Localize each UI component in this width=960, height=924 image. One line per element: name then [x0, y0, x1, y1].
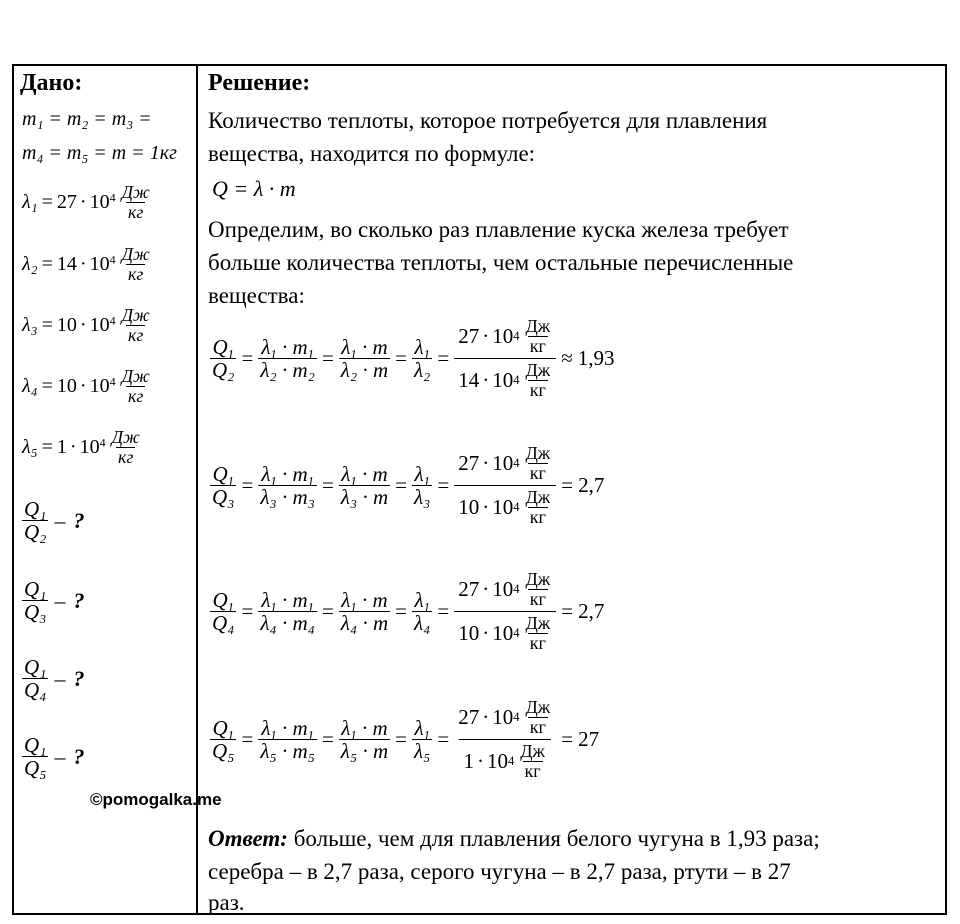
lambda-coefficient: 14	[56, 252, 77, 275]
unit-denominator: кг	[127, 324, 144, 345]
fraction-denominator: λ₂	[413, 357, 431, 382]
lambda-m-ratio	[339, 463, 390, 508]
result-sign: ≈	[561, 345, 573, 370]
unit-fraction: Дж кг	[525, 359, 551, 400]
unit-fraction: Дж кг	[525, 612, 551, 653]
fraction-denominator: λ₂ · m₂	[260, 357, 315, 382]
ratio-fraction	[22, 734, 48, 779]
equals-sign: =	[437, 598, 450, 623]
equals-sign: =	[241, 726, 254, 751]
ratio-denominator: Q₄	[24, 678, 47, 703]
q-denominator: Q₂	[212, 357, 235, 382]
equals-sign: =	[241, 345, 254, 370]
unit-denominator: кг	[127, 385, 144, 406]
unit-fraction: Дж кг	[525, 316, 551, 356]
power-of-ten: $10^4$	[89, 313, 116, 336]
column-divider	[196, 64, 198, 915]
unit-fraction	[120, 245, 152, 284]
power-of-ten: $10^4$	[79, 435, 106, 458]
unit-numerator: Дж	[111, 427, 140, 447]
equals-sign: =	[395, 345, 407, 370]
question-row	[22, 656, 84, 701]
unit-fraction	[110, 428, 142, 467]
lambda-label: λ₃	[22, 313, 38, 336]
question-mark: ?	[73, 587, 85, 613]
ratio-equation	[210, 442, 604, 529]
solution-header: Решение:	[208, 70, 311, 96]
fraction-denominator: λ₄	[413, 610, 431, 635]
equals-sign: =	[41, 374, 53, 397]
q-numerator: $Q_1$	[212, 334, 234, 362]
question-row	[22, 734, 84, 779]
answer-line-3: раз.	[208, 890, 245, 915]
numeric-numerator: 27 · 10 4 Дж кг	[458, 316, 551, 356]
numeric-numerator: 27 · 10 4 Дж кг	[458, 697, 551, 737]
lambda-row	[22, 367, 152, 406]
equals-sign: =	[41, 435, 53, 458]
lambda-label: λ₁	[22, 190, 38, 213]
intro-line-2: вещества, находится по формуле:	[208, 141, 536, 166]
ratio-numerator: Q₁	[24, 577, 47, 601]
q-numerator: $Q_1$	[212, 587, 234, 615]
fraction-numerator: $\lambda_1 \cdot m_1$	[261, 461, 314, 489]
para-line-3: вещества:	[208, 283, 305, 308]
result-sign: =	[561, 598, 574, 623]
equals-sign: =	[395, 598, 407, 623]
dash: –	[54, 665, 66, 691]
ratio-equation	[210, 315, 615, 402]
power-of-ten: $10^4$	[89, 374, 116, 397]
intro-line-1: Количество теплоты, которое потребуется для плавления	[208, 108, 768, 133]
ratio-fraction	[22, 578, 48, 623]
fraction-denominator: λ₅	[413, 738, 431, 763]
q-ratio	[210, 589, 236, 634]
answer-label: Ответ:	[208, 826, 288, 851]
equals-sign: =	[241, 472, 254, 497]
question-mark: ?	[73, 665, 85, 691]
equals-sign: =	[241, 598, 254, 623]
numeric-denominator: 10 · 10 4 Дж кг	[454, 611, 556, 655]
fraction-denominator: λ₃ · m₃	[260, 484, 315, 509]
ratio-equation	[210, 696, 599, 783]
lambda-m-ratio	[339, 717, 390, 762]
ratio-numerator: Q₁	[24, 733, 47, 757]
question-mark: ?	[73, 743, 85, 769]
answer-text-1: больше, чем для плавления белого чугуна в 1,93 раза;	[287, 826, 820, 851]
lambda-row	[22, 245, 152, 284]
fraction-denominator: λ₂ · m	[340, 357, 389, 382]
ratio-denominator: Q₂	[24, 520, 47, 545]
times-sign: ·	[69, 435, 77, 458]
fraction-numerator: $\lambda_1 \cdot m$	[341, 334, 388, 362]
lambda-m-ratio	[339, 336, 390, 381]
given-header: Дано:	[20, 70, 83, 96]
unit-fraction: Дж кг	[525, 569, 551, 609]
lambda-coefficient: 10	[56, 374, 77, 397]
numeric-ratio	[454, 442, 556, 529]
q-numerator: $Q_1$	[212, 461, 234, 489]
unit-denominator: кг	[127, 263, 144, 284]
power-of-ten: $10^4$	[89, 252, 116, 275]
fraction-denominator: λ₃ · m	[340, 484, 389, 509]
q-denominator: Q₃	[212, 484, 235, 509]
ratio-denominator: Q₅	[24, 756, 47, 781]
unit-numerator: Дж	[121, 366, 150, 386]
fraction-denominator: λ₄ · m	[340, 610, 389, 635]
fraction-denominator: λ₄ · m₄	[260, 610, 315, 635]
question-row	[22, 578, 84, 623]
ratio-fraction	[22, 656, 48, 701]
para-line-1: Определим, во сколько раз плавление куска железа требует	[208, 217, 789, 242]
fraction-numerator: $\lambda_1$	[414, 587, 430, 615]
q-numerator: $Q_1$	[212, 715, 234, 743]
lambda-ratio	[412, 336, 432, 381]
lambda-coefficient: 1	[56, 435, 67, 458]
times-sign: ·	[79, 374, 87, 397]
fraction-denominator: λ₃	[413, 484, 431, 509]
result-value: 2,7	[578, 598, 605, 623]
ratio-numerator: Q₁	[24, 497, 47, 521]
numeric-ratio	[454, 315, 556, 402]
times-sign: ·	[79, 252, 87, 275]
fraction-numerator: $\lambda_1 \cdot m$	[341, 587, 388, 615]
dash: –	[54, 743, 66, 769]
ratio-denominator: Q₃	[24, 600, 47, 625]
unit-fraction	[120, 306, 152, 345]
equals-sign: =	[41, 190, 53, 213]
equals-sign: =	[321, 472, 334, 497]
result-value: 1,93	[577, 345, 615, 370]
equals-sign: =	[41, 252, 53, 275]
lambda-coefficient: 10	[56, 313, 77, 336]
result-sign: =	[561, 726, 574, 751]
fraction-denominator: λ₅ · m	[340, 738, 389, 763]
times-sign: ·	[79, 313, 87, 336]
para-line-2: больше количества теплоты, чем остальные перечисленные	[208, 250, 794, 275]
numeric-denominator: 14 · 10 4 Дж кг	[454, 358, 556, 402]
question-row	[22, 498, 84, 543]
fraction-numerator: $\lambda_1 \cdot m$	[341, 715, 388, 743]
lambda-label: λ₄	[22, 374, 38, 397]
lambda-mass-ratio	[258, 463, 317, 508]
answer-line-2: серебра – в 2,7 раза, серого чугуна – в 2,7 раза, ртути – в 27	[208, 859, 791, 884]
fraction-numerator: $\lambda_1 \cdot m_1$	[261, 587, 314, 615]
lambda-ratio	[412, 717, 432, 762]
fraction-numerator: $\lambda_1$	[414, 334, 430, 362]
q-ratio	[210, 717, 236, 762]
main-formula: Q = λ · m	[212, 176, 296, 201]
q-ratio	[210, 336, 236, 381]
numeric-denominator: 10 · 10 4 Дж кг	[454, 485, 556, 529]
result-value: 27	[578, 726, 600, 751]
equals-sign: =	[395, 726, 407, 751]
mass-line-1: m₁ = m₂ = m₃ =	[22, 108, 152, 130]
lambda-m-ratio	[339, 589, 390, 634]
equals-sign: =	[321, 598, 334, 623]
result-value: 2,7	[578, 472, 605, 497]
fraction-numerator: $\lambda_1$	[414, 715, 430, 743]
equals-sign: =	[41, 313, 53, 336]
equals-sign: =	[395, 472, 407, 497]
dash: –	[54, 587, 66, 613]
ratio-equation	[210, 568, 604, 655]
result-sign: =	[561, 472, 574, 497]
numeric-numerator: 27 · 10 4 Дж кг	[458, 569, 551, 609]
lambda-mass-ratio	[258, 589, 317, 634]
numeric-ratio	[454, 568, 556, 655]
times-sign: ·	[79, 190, 87, 213]
unit-numerator: Дж	[121, 182, 150, 202]
lambda-label: λ₅	[22, 435, 38, 458]
unit-fraction: Дж кг	[525, 443, 551, 483]
lambda-mass-ratio	[258, 336, 317, 381]
fraction-numerator: $\lambda_1 \cdot m_1$	[261, 715, 314, 743]
fraction-numerator: $\lambda_1 \cdot m_1$	[261, 334, 314, 362]
lambda-label: λ₂	[22, 252, 38, 275]
ratio-numerator: Q₁	[24, 655, 47, 679]
fraction-numerator: $\lambda_1 \cdot m$	[341, 461, 388, 489]
dash: –	[54, 507, 66, 533]
unit-fraction: Дж кг	[525, 486, 551, 527]
answer-line-1	[208, 822, 820, 855]
q-ratio	[210, 463, 236, 508]
lambda-coefficient: 27	[56, 190, 77, 213]
lambda-row	[22, 428, 142, 467]
numeric-denominator: 1 · 10 4 Дж кг	[459, 739, 551, 783]
lambda-mass-ratio	[258, 717, 317, 762]
power-of-ten: $10^4$	[89, 190, 116, 213]
unit-fraction	[120, 367, 152, 406]
unit-fraction: Дж кг	[520, 740, 545, 781]
ratio-fraction	[22, 498, 48, 543]
equals-sign: =	[321, 726, 334, 751]
fraction-numerator: $\lambda_1$	[414, 461, 430, 489]
unit-numerator: Дж	[121, 244, 150, 264]
lambda-row	[22, 183, 152, 222]
numeric-ratio	[454, 696, 556, 783]
equals-sign: =	[321, 345, 334, 370]
unit-fraction	[120, 183, 152, 222]
unit-denominator: кг	[127, 201, 144, 222]
fraction-denominator: λ₅ · m₅	[260, 738, 315, 763]
unit-denominator: кг	[117, 446, 134, 467]
watermark: ©pomogalka.me	[90, 790, 222, 809]
unit-fraction: Дж кг	[525, 697, 551, 737]
equals-sign: =	[437, 345, 450, 370]
lambda-ratio	[412, 463, 432, 508]
equals-sign: =	[437, 726, 450, 751]
equals-sign: =	[437, 472, 450, 497]
unit-numerator: Дж	[121, 305, 150, 325]
q-denominator: Q₅	[212, 738, 235, 763]
lambda-row	[22, 306, 152, 345]
question-mark: ?	[73, 507, 85, 533]
numeric-numerator: 27 · 10 4 Дж кг	[458, 443, 551, 483]
lambda-ratio	[412, 589, 432, 634]
q-denominator: Q₄	[212, 610, 235, 635]
mass-line-2: m₄ = m₅ = m = 1кг	[22, 142, 177, 164]
